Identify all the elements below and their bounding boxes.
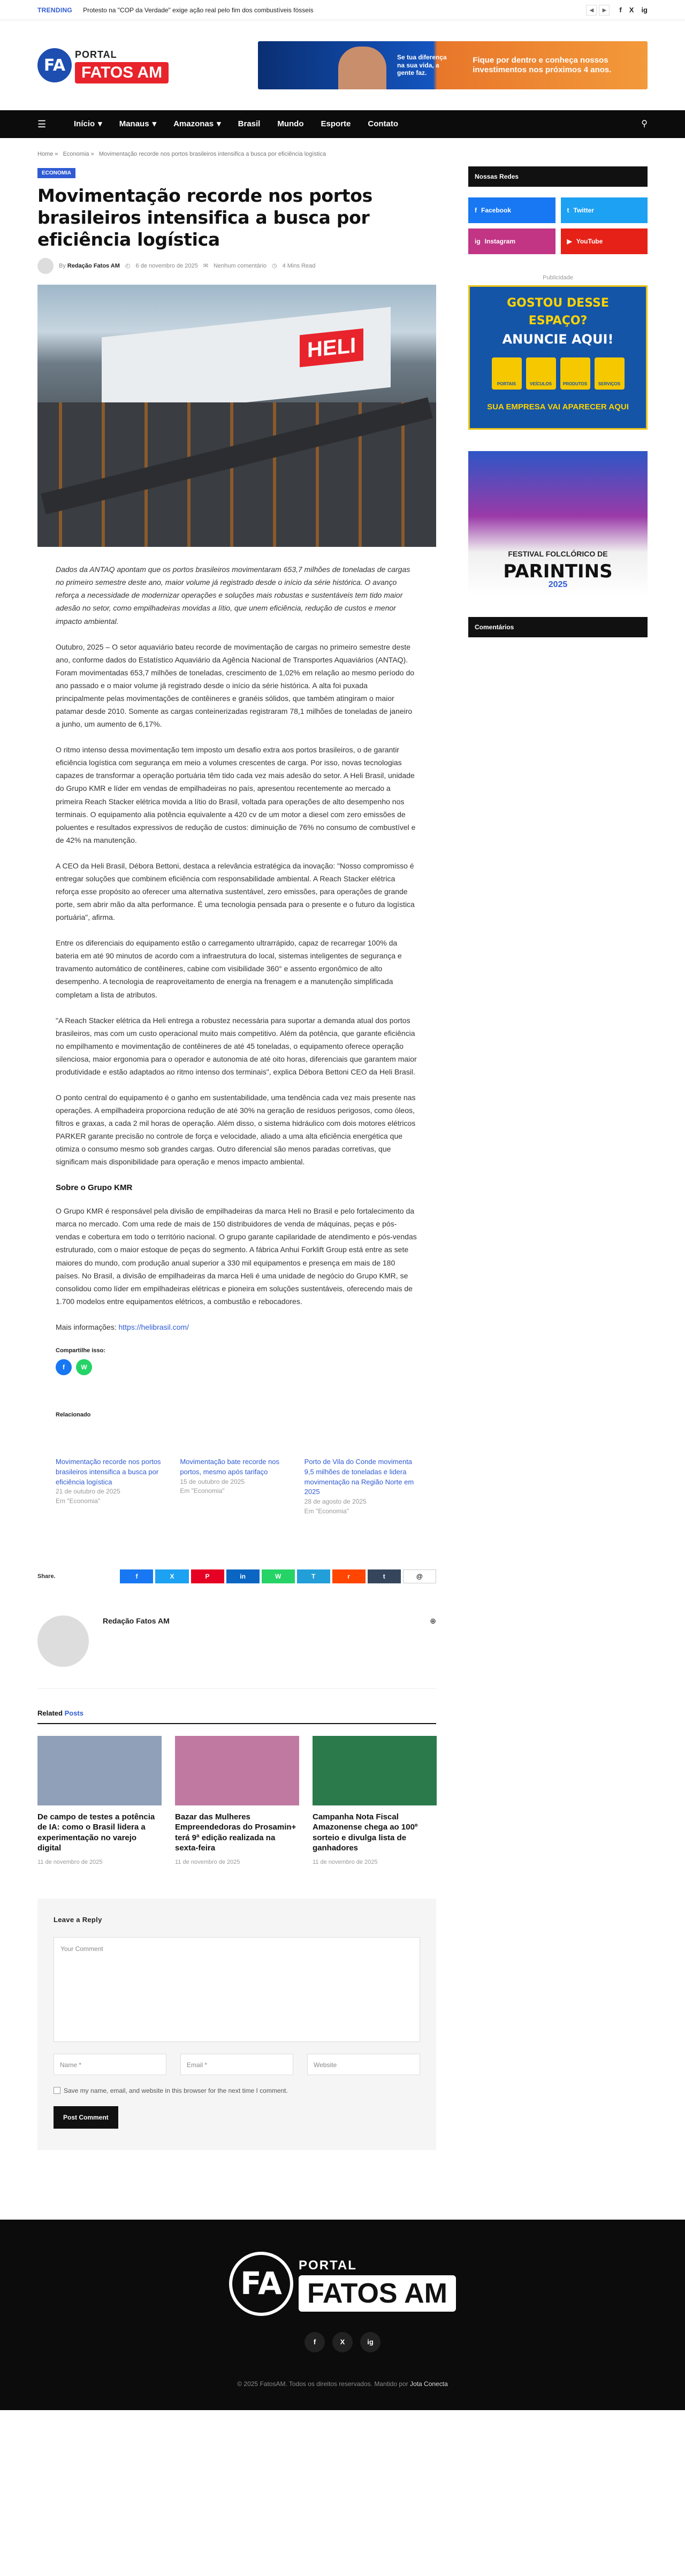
top-bar bbox=[0, 0, 685, 20]
sidebar bbox=[468, 166, 648, 2150]
nav-manaus[interactable]: Manaus ▾ bbox=[111, 110, 165, 138]
related-inline-link[interactable]: Movimentação bate recorde nos portos, mesmo após tarifaço bbox=[180, 1457, 280, 1476]
author-box-avatar bbox=[37, 1615, 89, 1667]
reply-form bbox=[37, 1899, 436, 2150]
category-badge[interactable]: ECONOMIA bbox=[37, 168, 75, 178]
facebook-icon[interactable]: f bbox=[305, 2332, 325, 2352]
footer-logo[interactable]: FA PORTAL FATOS AM bbox=[229, 2252, 456, 2316]
site-logo[interactable] bbox=[37, 48, 169, 83]
related-inline bbox=[56, 1457, 418, 1516]
related-post-title[interactable]: De campo de testes a potência de IA: como o Brasil lidera a experimentação no varejo digital bbox=[37, 1812, 155, 1853]
ad-person-image bbox=[338, 47, 386, 89]
facebook-share-button[interactable]: f bbox=[120, 1569, 153, 1583]
ad-pill: PORTAIS bbox=[492, 357, 522, 390]
hero-sign: HELI bbox=[300, 329, 363, 368]
ad-pill: VEÍCULOS bbox=[526, 357, 556, 390]
nav-amazonas[interactable]: Amazonas ▾ bbox=[165, 110, 230, 138]
breadcrumb-current: Movimentação recorde nos portos brasileiros intensifica a busca por eficiência logística bbox=[98, 151, 326, 157]
share-inline-label: Compartilhe isso: bbox=[56, 1347, 105, 1354]
article-meta bbox=[37, 258, 436, 274]
breadcrumb-home[interactable]: Home bbox=[37, 151, 54, 157]
facebook-share-icon[interactable]: f bbox=[56, 1359, 72, 1375]
header bbox=[0, 20, 685, 110]
breadcrumb: Home » Economia » Movimentação recorde nos portos brasileiros intensifica a busca por eficiência logística bbox=[37, 151, 326, 157]
instagram-icon[interactable]: ig bbox=[360, 2332, 380, 2352]
x-icon[interactable]: X bbox=[332, 2332, 353, 2352]
social-widget bbox=[468, 197, 648, 254]
author-box-name[interactable]: Redação Fatos AM bbox=[103, 1617, 170, 1626]
save-info: Save my name, email, and website in this browser for the next time I comment. bbox=[54, 2086, 420, 2095]
instagram-icon[interactable]: ig bbox=[641, 6, 648, 14]
article-paragraph: O ritmo intenso dessa movimentação tem imposto um desafio extra aos portos brasileiros, o de garantir eficiência logística com segurança em meio a volumes crescentes de carga. Por isso, novas tecnologias capazes de transformar a operação portuária têm tido cada vez mais adesão do setor. A Heli Brasil, unidade do Grupo KMR e líder em vendas de empilhadeiras no país, apresentou recentemente ao mercado a primeira Reach Stacker elétrica movida a lítio do Brasil, voltada para operações de alto desempenho nos terminais. O equipamento alia potência equivalente a 420 cv de um motor a diesel com zero emissões de poluentes e resultados expressivos de redução de custos: diminuição de 76% no consumo de combustível e de 42% na manutenção. bbox=[56, 745, 416, 844]
twitter-follow-button[interactable]: t Twitter bbox=[561, 197, 648, 223]
instagram-follow-button[interactable]: ig Instagram bbox=[468, 228, 555, 254]
social-widget-heading: Nossas Redes bbox=[468, 166, 648, 187]
related-post-date: 11 de novembro de 2025 bbox=[175, 1858, 240, 1865]
x-share-button[interactable]: X bbox=[155, 1569, 188, 1583]
related-inline-link[interactable]: Movimentação recorde nos portos brasileiros intensifica a busca por eficiência logística bbox=[56, 1457, 161, 1486]
meta-by: By Redação Fatos AM bbox=[59, 263, 120, 269]
related-post-image[interactable] bbox=[175, 1736, 299, 1805]
logo-mark: FA bbox=[37, 48, 72, 82]
search-icon[interactable]: ⚲ bbox=[641, 119, 648, 128]
related-post-image[interactable] bbox=[37, 1736, 162, 1805]
copyright: © 2025 FatosAM. Todos os direitos reservados. Mantido por Jota Conecta bbox=[237, 2380, 448, 2388]
article-paragraph: Outubro, 2025 – O setor aquaviário bateu recorde de movimentação de cargas no primeiro semestre deste ano, conforme dados do Estatístico Aquaviário da Agência Nacional de Transportes Aquaviários (ANTAQ). Foram movimentadas 653,7 milhões de toneladas, crescimento de 1,02% em relação ao mesmo período do ano passado e o maior volume já registrado desde o início da série histórica. A alta foi puxada principalmente pelas movimentações de contêineres e granéis sólidos, que também atingiram o maior patamar desde 2010. Somente as cargas conteinerizadas registraram 78,1 milhões de toneladas de janeiro a junho, um aumento de 6,17%. bbox=[56, 642, 415, 729]
copyright-link[interactable]: Jota Conecta bbox=[410, 2380, 448, 2388]
comment-textarea[interactable]: Your Comment bbox=[54, 1937, 420, 2042]
whatsapp-share-button[interactable]: W bbox=[262, 1569, 295, 1583]
comment-icon: ✉ bbox=[203, 263, 208, 269]
author-box bbox=[37, 1605, 436, 1689]
read-icon: ◷ bbox=[272, 263, 277, 269]
instagram-icon: ig bbox=[475, 237, 481, 245]
article-paragraph: "A Reach Stacker elétrica da Heli entrega a robustez necessária para suportar a demanda atual dos portos brasileiros, mas com um custo operacional muito mais competitivo. Além da potência, que garante eficiência no empilhamento e movimentação de contêineres de até 45 toneladas, o equipamento oferece operação silenciosa, maior ergonomia para o operador e autonomia de até oito horas, diferenciais que garantem maior produtividade e estão adaptados ao ritmo intenso dos terminais", explica Débora Bettoni CEO da Heli Brasil. bbox=[56, 1016, 417, 1076]
header-ad-banner[interactable] bbox=[258, 41, 648, 89]
youtube-icon: ▶ bbox=[567, 237, 572, 245]
article-title: Movimentação recorde nos portos brasileiros intensifica a busca por eficiência logística bbox=[37, 185, 372, 250]
article-body bbox=[37, 563, 436, 1333]
chevron-down-icon: ▾ bbox=[98, 119, 102, 128]
share-bar bbox=[37, 1569, 436, 1583]
related-inline-item: Porto de Vila do Conde movimenta 9,5 milhões de toneladas e lidera movimentação na Região Norte em 2025 28 de agosto de 2025 Em "Economia" bbox=[304, 1457, 414, 1515]
reply-heading: Leave a Reply bbox=[54, 1916, 102, 1924]
footer-social bbox=[0, 2332, 685, 2352]
linkedin-share-button[interactable]: in bbox=[226, 1569, 260, 1583]
hero-building bbox=[102, 307, 391, 418]
trending-arrows bbox=[586, 5, 610, 16]
article-paragraph: O ponto central do equipamento é o ganho em sustentabilidade, uma tendência cada vez mais presente nas operações. A empilhadeira proporciona redução de até 30% na geração de resíduos perigosos, como óleos, filtros e graxas, a cada 2 mil horas de operação. Além disso, o sistema hidráulico com dois motores elétricos PARKER garante precisão no controle de força e velocidade, aliado a uma alta eficiência energética que otimiza o consumo mesmo sob grandes cargas. Outro diferencial são menos paradas corretivas, que significam mais disponibilidade para operação e menos impacto ambiental. bbox=[56, 1093, 416, 1167]
nav-mundo[interactable]: Mundo bbox=[277, 119, 304, 128]
article-paragraph: Entre os diferenciais do equipamento estão o carregamento ultrarrápido, capaz de recarregar 100% da bateria em até 90 minutos de acordo com a infraestrutura do local, sistemas inteligentes de segurança e travamento automático de contêineres, cabine com visibilidade 360° e assento ergonômico de alto desempenho. A tecnologia de reaproveitamento de energia na frenagem e a manutenção simplificada completam a lista de atributos. bbox=[56, 939, 402, 999]
related-post-title[interactable]: Bazar das Mulheres Empreendedoras do Prosamin+ terá 9ª edição realizada na sexta-feira bbox=[175, 1812, 296, 1853]
reddit-share-button[interactable]: r bbox=[332, 1569, 366, 1583]
comments-widget-heading: Comentários bbox=[468, 617, 648, 637]
top-social bbox=[619, 5, 648, 16]
x-icon[interactable]: X bbox=[629, 6, 634, 14]
nav-contato[interactable]: Contato bbox=[368, 119, 399, 128]
trending-item[interactable]: Protesto na "COP da Verdade" exige ação real pelo fim dos combustíveis fósseis bbox=[83, 6, 314, 14]
trending-label: TRENDING bbox=[37, 6, 73, 14]
related-inline-item: Movimentação recorde nos portos brasileiros intensifica a busca por eficiência logística 21 de outubro de 2025 Em "Economia" bbox=[56, 1457, 161, 1505]
whatsapp-share-icon[interactable]: W bbox=[76, 1359, 92, 1375]
header-ad-right: Fique por dentro e conheça nossos investimentos nos próximos 4 anos. bbox=[473, 56, 612, 74]
breadcrumb-economia[interactable]: Economia bbox=[63, 151, 89, 157]
nav-inicio[interactable]: Início ▾ bbox=[65, 110, 111, 138]
meta-comments[interactable]: Nenhum comentário bbox=[213, 263, 267, 269]
ad-pill: SERVIÇOS bbox=[595, 357, 625, 390]
related-post bbox=[313, 1736, 437, 1867]
name-field[interactable]: Name * bbox=[54, 2054, 166, 2075]
twitter-icon: t bbox=[567, 206, 569, 214]
prev-arrow-icon[interactable]: ◀ bbox=[586, 5, 597, 16]
sidebar-ad-parintins[interactable]: FESTIVAL FOLCLÓRICO DE PARINTINS 2025 bbox=[468, 451, 648, 596]
ad-label: Publicidade bbox=[543, 274, 573, 281]
nav-esporte[interactable]: Esporte bbox=[321, 119, 351, 128]
main-nav bbox=[0, 110, 685, 138]
email-share-button[interactable]: @ bbox=[403, 1569, 436, 1583]
tumblr-share-button[interactable]: t bbox=[368, 1569, 401, 1583]
save-info-checkbox[interactable] bbox=[54, 2087, 60, 2094]
facebook-icon: f bbox=[475, 206, 477, 214]
related-posts-heading: Related Posts bbox=[37, 1708, 436, 1724]
nav-brasil[interactable]: Brasil bbox=[238, 119, 261, 128]
related-post-image[interactable] bbox=[313, 1736, 437, 1805]
article-subheading: Sobre o Grupo KMR bbox=[56, 1183, 133, 1193]
meta-date: 6 de novembro de 2025 bbox=[135, 263, 198, 269]
related-inline-label: Relacionado bbox=[56, 1412, 91, 1419]
more-info-link[interactable]: https://helibrasil.com/ bbox=[118, 1322, 189, 1331]
clock-icon: ◴ bbox=[125, 263, 131, 269]
logo-name: FATOS AM bbox=[75, 62, 169, 83]
header-ad-left: Se tua diferença na sua vida, a gente faz. bbox=[397, 54, 447, 77]
globe-icon[interactable]: ⊕ bbox=[430, 1617, 436, 1626]
related-post bbox=[37, 1736, 162, 1867]
pinterest-share-button[interactable]: P bbox=[191, 1569, 224, 1583]
share-inline-icons bbox=[56, 1359, 418, 1375]
telegram-share-button[interactable]: T bbox=[297, 1569, 330, 1583]
related-inline-link[interactable]: Porto de Vila do Conde movimenta 9,5 milhões de toneladas e lidera movimentação na Região Norte em 2025 bbox=[304, 1457, 414, 1496]
main-column bbox=[37, 166, 436, 2150]
facebook-follow-button[interactable]: f Facebook bbox=[468, 197, 555, 223]
related-post-date: 11 de novembro de 2025 bbox=[313, 1858, 378, 1865]
meta-read: 4 Mins Read bbox=[282, 263, 316, 269]
more-info: Mais informações: https://helibrasil.com/ bbox=[56, 1322, 189, 1331]
logo-portal: PORTAL bbox=[75, 49, 117, 60]
next-arrow-icon[interactable]: ▶ bbox=[599, 5, 610, 16]
article-lead: Dados da ANTAQ apontam que os portos brasileiros movimentaram 653,7 milhões de toneladas de cargas no primeiro semestre deste ano, maior volume já registrado desde o início da série histórica. O avanço reforça a necessidade de modernizar operações e soluções mais robustas e sustentáveis tem tido maior adesão no setor, como empilhadeiras movidas a lítio, que unem eficiência, redução de custos e menor impacto ambiental. bbox=[56, 565, 410, 626]
related-post-title[interactable]: Campanha Nota Fiscal Amazonense chega ao 100º sorteio e divulga lista de ganhadores bbox=[313, 1812, 418, 1853]
related-post-date: 11 de novembro de 2025 bbox=[37, 1858, 103, 1865]
chevron-down-icon: ▾ bbox=[217, 119, 221, 128]
share-bar-label: Share. bbox=[37, 1573, 56, 1580]
article-paragraph: A CEO da Heli Brasil, Débora Bettoni, destaca a relevância estratégica da inovação: "Nosso compromisso é entregar soluções que combinem eficiência com responsabilidade ambiental. A Reach Stacker elétrica reforça esse propósito ao oferecer uma alternativa sustentável, zero emissões, para operações de grande porte, sem abrir mão da alta performance. É uma tecnologia pensada para o presente e o futuro da logística portuária", afirma. bbox=[56, 861, 415, 922]
facebook-icon[interactable]: f bbox=[619, 6, 622, 14]
meta-author[interactable]: Redação Fatos AM bbox=[67, 263, 120, 269]
youtube-follow-button[interactable]: ▶ YouTube bbox=[561, 228, 648, 254]
related-inline-item: Movimentação bate recorde nos portos, mesmo após tarifaço 15 de outubro de 2025 Em "Economia" bbox=[180, 1457, 280, 1495]
ad-pill: PRODUTOS bbox=[560, 357, 590, 390]
hero-image bbox=[37, 285, 436, 547]
footer-logo-mark: FA bbox=[229, 2252, 293, 2316]
post-comment-button[interactable]: Post Comment bbox=[54, 2106, 118, 2129]
related-posts bbox=[37, 1736, 436, 1867]
email-field[interactable]: Email * bbox=[180, 2054, 293, 2075]
article-paragraph: O Grupo KMR é responsável pela divisão de empilhadeiras da marca Heli no Brasil e pelo fortalecimento da marca no mercado. Com uma rede de mais de 150 distribuidores de venda de máquinas, peças e pós-vendas e cobertura em todo o território nacional. O grupo garante capilaridade de atendimento e pós-vendas estruturado, com o maior estoque de peças do segmento. A fábrica Anhui Forklift Group está entre as sete maiores do mundo, com produção anual superior a 330 mil equipamentos e presença em mais de 180 países. No Brasil, a divisão de empilhadeiras da marca Heli é uma unidade de negócio do Grupo KMR, se consolidou como líder em empilhadeiras elétricas e pioneira em soluções sustentáveis, oferecendo mais de 1.700 modelos entre equipamentos elétricos, a combustão e rebocadores. bbox=[56, 1207, 417, 1306]
chevron-down-icon: ▾ bbox=[152, 119, 157, 128]
footer bbox=[0, 2220, 685, 2410]
website-field[interactable]: Website bbox=[307, 2054, 420, 2075]
sidebar-ad-anuncie[interactable]: GOSTOU DESSE ESPAÇO? ANUNCIE AQUI! PORTAIS VEÍCULOS PRODUTOS SERVIÇOS SUA EMPRESA VAI APARECER AQUI bbox=[468, 285, 648, 430]
related-post bbox=[175, 1736, 299, 1867]
author-avatar bbox=[37, 258, 54, 274]
menu-icon[interactable]: ☰ bbox=[37, 118, 47, 129]
